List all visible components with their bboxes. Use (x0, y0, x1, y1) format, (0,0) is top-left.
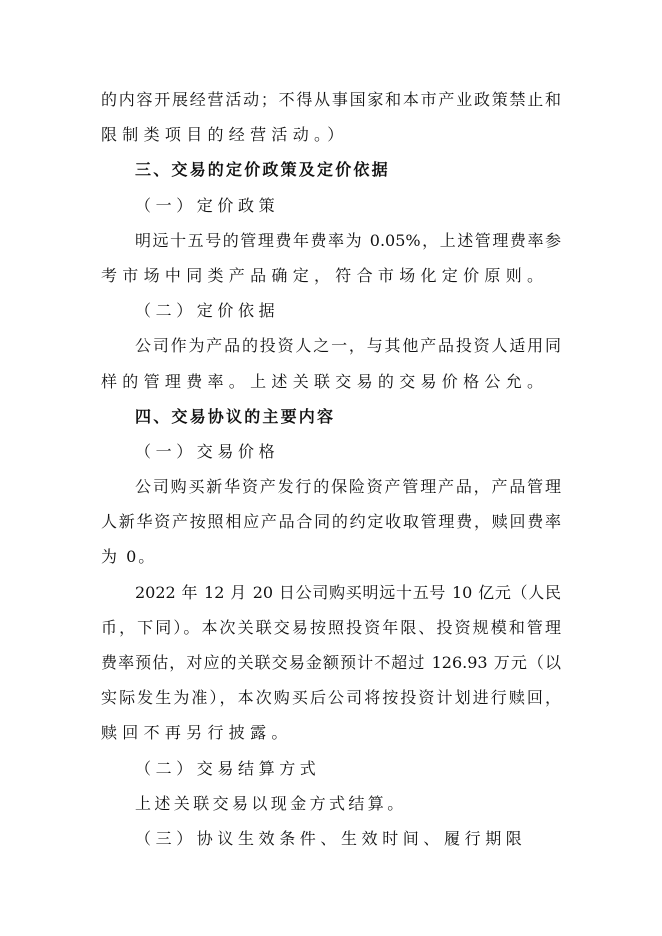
paragraph-line: 为 0。 (101, 547, 157, 567)
document-page (101, 82, 561, 856)
paragraph-line: 费率预估，对应的关联交易金额预计不超过 126.93 万元（以 (101, 653, 561, 672)
subsection-heading-effective-conditions: （三）协议生效条件、生效时间、履行期限 (135, 828, 527, 848)
subsection-heading-pricing-policy: （一）定价政策 (135, 195, 280, 215)
subsection-heading-settlement-method: （二）交易结算方式 (135, 758, 321, 778)
subsection-heading-pricing-basis: （二）定价依据 (135, 301, 280, 321)
paragraph-line: 上述关联交易以现金方式结算。 (135, 793, 407, 813)
paragraph-line: 考市场中同类产品确定，符合市场化定价原则。 (101, 265, 549, 285)
section-heading-4: 四、交易协议的主要内容 (135, 406, 336, 426)
paragraph-line: 公司购买新华资产发行的保险资产管理产品，产品管理 (135, 477, 561, 497)
section-heading-3: 三、交易的定价政策及定价依据 (135, 160, 390, 180)
subsection-heading-transaction-price: （一）交易价格 (135, 441, 280, 461)
paragraph-line: 币，下同）。本次关联交易按照投资年限、投资规模和管理 (101, 617, 561, 637)
paragraph-line: 2022 年 12 月 20 日公司购买明远十五号 10 亿元（人民 (135, 582, 561, 602)
paragraph-line: 实际发生为准），本次购买后公司将按投资计划进行赎回， (101, 688, 561, 708)
paragraph-line: 公司作为产品的投资人之一，与其他产品投资人适用同 (135, 336, 561, 356)
paragraph-line: 样的管理费率。上述关联交易的交易价格公允。 (101, 371, 549, 391)
paragraph-line: 赎回不再另行披露。 (101, 723, 293, 743)
paragraph-line: 人新华资产按照相应产品合同的约定收取管理费，赎回费率 (101, 512, 561, 532)
paragraph-line: 限制类项目的经营活动。） (101, 125, 349, 145)
paragraph-line: 明远十五号的管理费年费率为 0.05%，上述管理费率参 (135, 230, 561, 250)
paragraph-line: 的内容开展经营活动；不得从事国家和本市产业政策禁止和 (101, 90, 561, 109)
